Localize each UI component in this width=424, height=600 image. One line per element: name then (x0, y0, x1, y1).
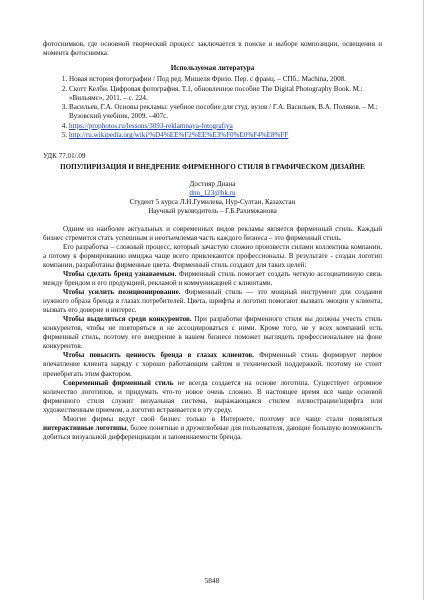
author-name: Достияр Диана (189, 179, 236, 188)
udc-code: УДК 77.01/.09 (43, 152, 86, 161)
body-paragraph: Чтобы усилить позиционирование. Фирменный стиль — это мощный инструмент для создания нужного образа бренда в глазах потребителей. Цвета, шрифты и логотип помогают вызвать эмоции у клиента, вызвать его доверие и интерес. (43, 288, 382, 315)
intro-paragraph: фотоснимков, где основной творческий процесс заключается в поиске и выборе композиции, освещения и момента фотоснимка. (43, 40, 382, 58)
reference-item: 3. Васильев, Г.А. Основы рекламы: учебное пособие для студ. вузов / Г.А. Васильев, В.А. Поляков. – М.: Вузовский учебник, 2009. –407с. (69, 103, 382, 121)
page-number: 5848 (204, 576, 220, 585)
body-paragraph: Чтобы сделать бренд узнаваемым. Фирменный стиль помогает создать четкую ассоциативную связь между брендом и его продукцией, рекламой и коммуникацией с клиентами. (43, 269, 382, 288)
reference-link[interactable]: https://prophotos.ru/lessons/3093-reklamnaya-fotografiya (69, 121, 233, 130)
paragraph-bold-term: интерактивные логотипы (43, 423, 127, 432)
body-paragraph: Современный фирменный стиль не всегда создается на основе логотипа. Существует огромное количество логотипов, и придумать что-то новое очень сложно. В настоящее время все чаще основой фирменного стиля служит визуальная система, выражающаяся стилем иллюстрации/шрифта или художественным приемом, а логотип встраивается в эту среду. (43, 378, 383, 414)
reference-item (69, 122, 382, 131)
reference-item: 2. Скотт Келби. Цифровая фотография. Т.1, обновленное пособие The Digital Photography Book. М.: «Вильямс», 2011. – с. 224. (69, 85, 382, 103)
body-paragraph: Одним из наиболее актуальных и современных видов рекламы является фирменный стиль. Каждый бизнес стремится стать успешным и неотъемлемая часть каждого бизнеса – это фирменный стиль. (43, 224, 382, 242)
article-title: ПОПУЛИРИЗАЦИЯ И ВНЕДРЕНИЕ ФИРМЕННОГО СТИЛЯ В ГРАФИЧЕСКОМ ДИЗАЙНЕ (60, 162, 365, 171)
body-paragraph: Чтобы повысить ценность бренда в глазах клиентов. Фирменный стиль формирует первое впечатление клиента наряду с хорошо работающим сайтом и технической поддержкой, поэтому не стоит пренебрегать этим фактором. (43, 351, 382, 378)
paragraph-lead: Чтобы выделиться среди конкурентов. (63, 315, 192, 324)
literature-heading: Используемая литература (170, 64, 255, 73)
reference-link[interactable]: http://ru.wikipedia.org/wiki/%D4%EE%F2%EE%E3%F0%E0%F4%E8%FF (69, 131, 289, 140)
reference-item (69, 131, 382, 140)
page-content (43, 40, 382, 442)
supervisor: Научный руководитель – Г.Б.Рахимжанова (148, 206, 277, 215)
paragraph-lead: Чтобы повысить ценность бренда в глазах клиентов. (63, 351, 255, 360)
paragraph-lead: Современный фирменный стиль (63, 378, 174, 387)
reference-list (43, 75, 382, 140)
paragraph-lead: Чтобы усилить позиционирование. (63, 288, 181, 297)
reference-item: 1. Новая история фотографии / Под ред. Мишеля Фризо. Пер. с франц. – СПб.: Machina, 2008. (69, 75, 382, 84)
author-affiliation: Студент 5 курса Л.Н.Гумилева, Нур-Султан, Казахстан (129, 197, 296, 206)
author-email-line (43, 189, 382, 198)
body-paragraph: Его разработка – сложный процесс, который зачастую сложно произвести силами коллектива компании, а потому к формированию имиджа чаще всего привлекаются профессионалы. В результате - создан логотип компании, разработаны фирменные цвета. Фирменный стиль создают для таких целей: (43, 242, 382, 269)
body-paragraph: Чтобы выделиться среди конкурентов. При разработке фирменного стиля вы должны учесть стиль конкурентов, чтобы не повторяться и не ассоциироваться с ними. Кроме того, не у всех компаний есть фирменный стиль, поэтому его внедрение в вашем бизнесе поможет выглядеть профессиональнее на фоне конкурентов. (43, 315, 382, 351)
article-body (43, 225, 382, 442)
paragraph-lead: Чтобы сделать бренд узнаваемым. (63, 269, 177, 278)
body-paragraph: Многие фирмы ведут свой бизнес только в Интернете, поэтому все чаще стали появляться интерактивные логотипы, более понятные и дружелюбные для пользователя, дающие большую возможность добиться визуальной дифференциации и запоминаемости бренда. (43, 414, 382, 441)
author-email[interactable]: dnn_123@bk.ru (189, 188, 236, 197)
